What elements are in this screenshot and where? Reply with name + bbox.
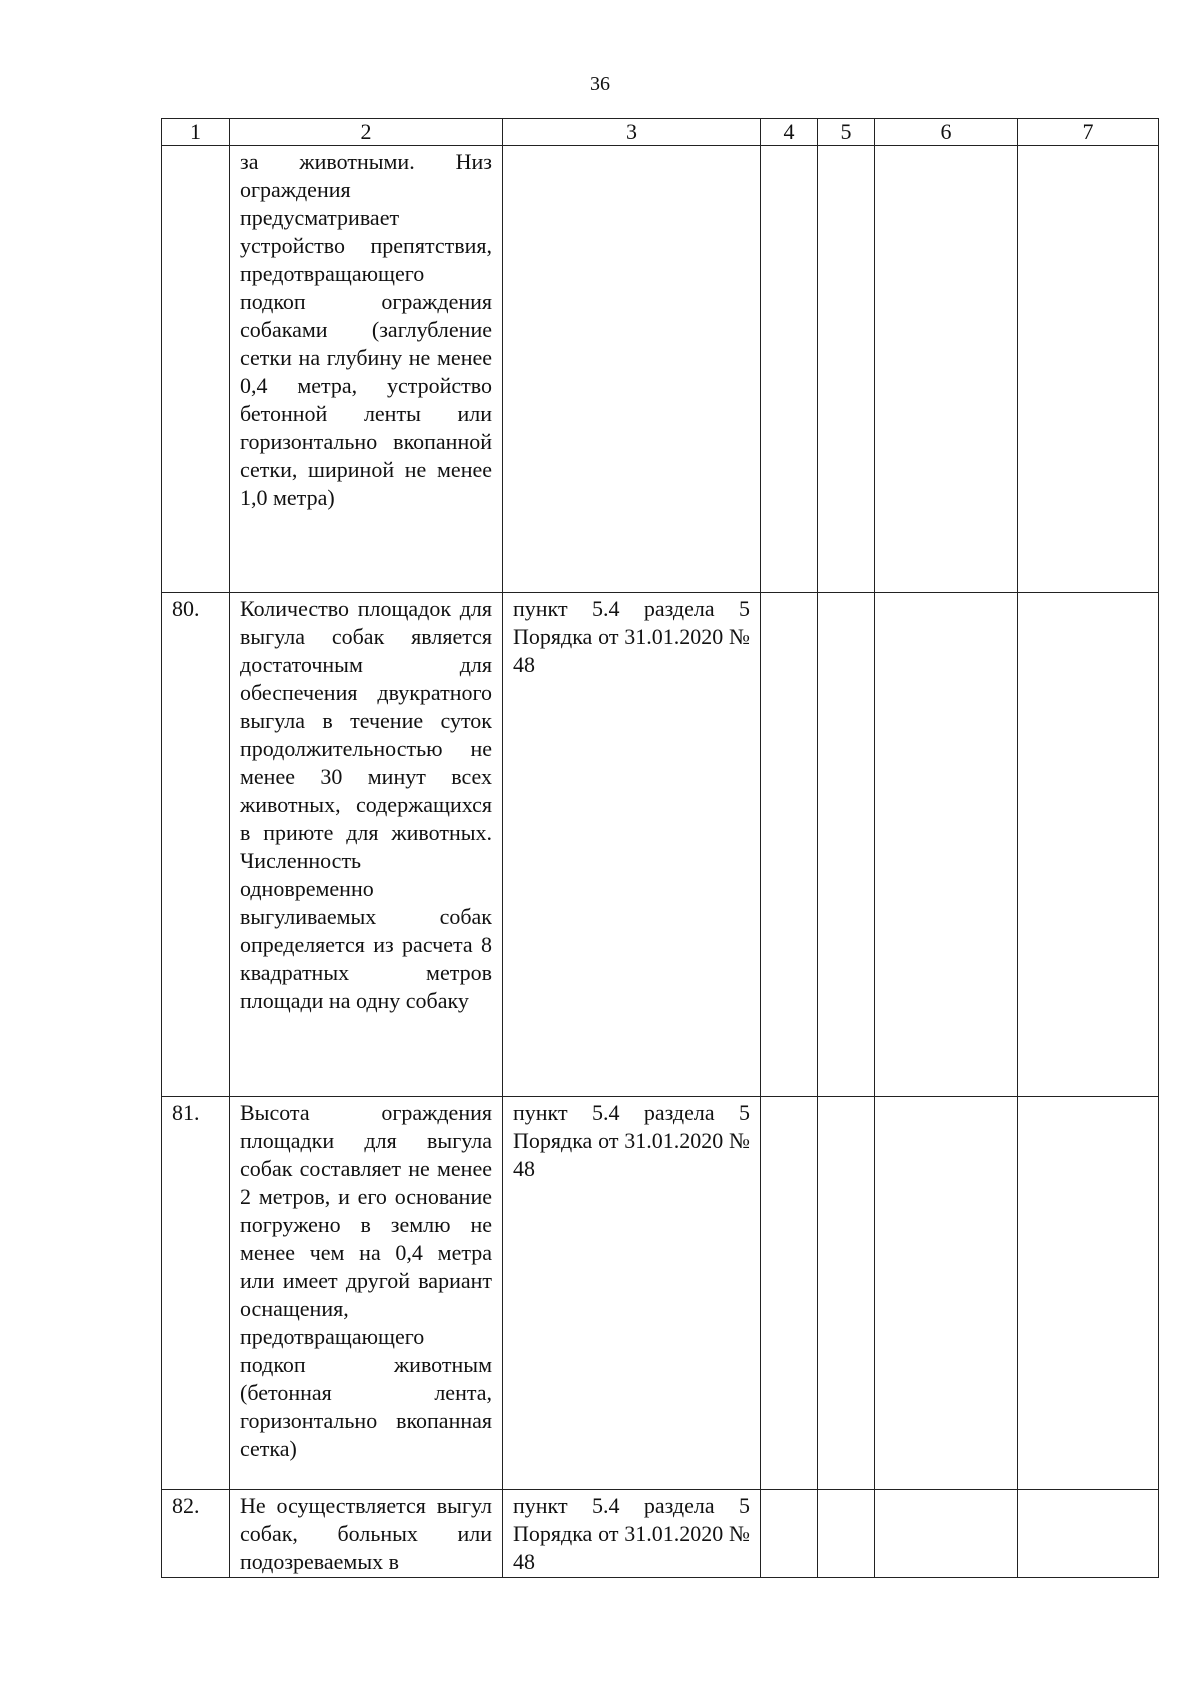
empty-cell [1018, 1490, 1159, 1578]
empty-cell [1018, 593, 1159, 1097]
table-row [162, 1490, 1159, 1578]
table-row [162, 146, 1159, 593]
row-number: 82. [162, 1490, 230, 1578]
requirement-text: Не осуществляется выгул собак, больных или подозреваемых в [230, 1490, 503, 1578]
empty-cell [875, 146, 1018, 593]
legal-reference: пункт 5.4 раздела 5 Порядка от 31.01.2020 № 48 [503, 593, 761, 1097]
column-header: 5 [818, 119, 875, 146]
column-header: 3 [503, 119, 761, 146]
empty-cell [1018, 1097, 1159, 1490]
empty-cell [875, 593, 1018, 1097]
empty-cell [761, 146, 818, 593]
legal-reference: пункт 5.4 раздела 5 Порядка от 31.01.2020 № 48 [503, 1097, 761, 1490]
table-header-row [162, 119, 1159, 146]
column-header: 4 [761, 119, 818, 146]
empty-cell [875, 1490, 1018, 1578]
empty-cell [761, 1490, 818, 1578]
table-row [162, 593, 1159, 1097]
empty-cell [1018, 146, 1159, 593]
requirement-text: за животными. Низ ограждения предусматривает устройство препятствия, предотвращающего подкоп ограждения собаками (заглубление сетки на глубину не менее 0,4 метра, устройство бетонной ленты или горизонтально вкопанной сетки, шириной не менее 1,0 метра) [230, 146, 503, 593]
column-header: 7 [1018, 119, 1159, 146]
row-number: 81. [162, 1097, 230, 1490]
column-header: 6 [875, 119, 1018, 146]
legal-reference [503, 146, 761, 593]
empty-cell [875, 1097, 1018, 1490]
legal-reference: пункт 5.4 раздела 5 Порядка от 31.01.2020 № 48 [503, 1490, 761, 1578]
column-header: 1 [162, 119, 230, 146]
row-number: 80. [162, 593, 230, 1097]
empty-cell [818, 1490, 875, 1578]
empty-cell [761, 1097, 818, 1490]
empty-cell [818, 146, 875, 593]
column-header: 2 [230, 119, 503, 146]
empty-cell [818, 593, 875, 1097]
page-number: 36 [590, 73, 610, 95]
row-number [162, 146, 230, 593]
table-row [162, 1097, 1159, 1490]
requirement-text: Количество площадок для выгула собак является достаточным для обеспечения двукратного выгула в течение суток продолжительностью не менее 30 минут всех животных, содержащихся в приюте для животных. Численность одновременно выгуливаемых собак определяется из расчета 8 квадратных метров площади на одну собаку [230, 593, 503, 1097]
empty-cell [818, 1097, 875, 1490]
checklist-table [161, 118, 1159, 1578]
requirement-text: Высота ограждения площадки для выгула собак составляет не менее 2 метров, и его основание погружено в землю не менее чем на 0,4 метра или имеет другой вариант оснащения, предотвращающего подкоп животным (бетонная лента, горизонтально вкопанная сетка) [230, 1097, 503, 1490]
empty-cell [761, 593, 818, 1097]
